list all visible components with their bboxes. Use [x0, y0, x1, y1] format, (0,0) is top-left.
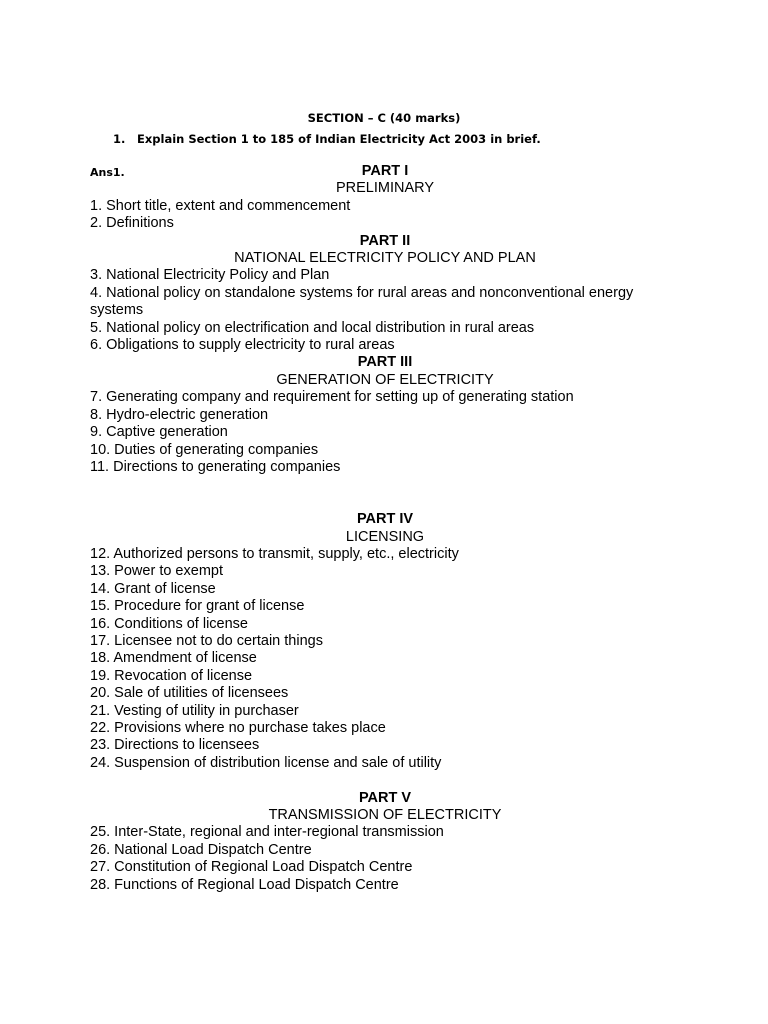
- part-title: PART II: [359, 232, 411, 249]
- section-item: 11. Directions to generating companies: [90, 458, 341, 475]
- section-item: 17. Licensee not to do certain things: [90, 632, 323, 649]
- section-item: 3. National Electricity Policy and Plan: [90, 267, 330, 284]
- part-subtitle: NATIONAL ELECTRICITY POLICY AND PLAN: [234, 250, 536, 267]
- act-contents: [90, 163, 680, 894]
- section-item: 25. Inter-State, regional and inter-regional transmission: [90, 824, 444, 841]
- part-block: [90, 354, 680, 476]
- part-title: PART IV: [356, 511, 414, 528]
- part-title: PART III: [357, 354, 413, 371]
- section-item: 24. Suspension of distribution license and sale of utility: [90, 754, 442, 771]
- part-subtitle: GENERATION OF ELECTRICITY: [276, 371, 494, 388]
- section-item: 13. Power to exempt: [90, 563, 223, 580]
- part-subtitle: LICENSING: [345, 528, 425, 545]
- section-item: 18. Amendment of license: [90, 650, 257, 667]
- part-subtitle: PRELIMINARY: [335, 180, 435, 197]
- section-item: 2. Definitions: [90, 215, 174, 232]
- section-item: 15. Procedure for grant of license: [90, 598, 305, 615]
- part-block: [90, 790, 680, 894]
- section-item: 21. Vesting of utility in purchaser: [90, 702, 299, 719]
- section-item: 4. National policy on standalone systems for rural areas and nonconventional energy systems: [90, 284, 634, 319]
- section-item: 8. Hydro-electric generation: [90, 406, 269, 423]
- section-item: 19. Revocation of license: [90, 667, 253, 684]
- section-item: 7. Generating company and requirement for setting up of generating station: [90, 389, 574, 406]
- section-item: 6. Obligations to supply electricity to rural areas: [90, 337, 395, 354]
- section-item: 20. Sale of utilities of licensees: [90, 685, 289, 702]
- section-item: 1. Short title, extent and commencement: [90, 197, 351, 214]
- section-item: 10. Duties of generating companies: [90, 441, 319, 458]
- answer-label: Ans1.: [90, 166, 125, 179]
- section-item: 22. Provisions where no purchase takes place: [90, 719, 386, 736]
- section-item: 27. Constitution of Regional Load Dispatch Centre: [90, 859, 413, 876]
- section-item: 23. Directions to licensees: [90, 737, 260, 754]
- section-item: 14. Grant of license: [90, 580, 216, 597]
- spacer: [90, 476, 680, 511]
- question-text: Explain Section 1 to 185 of Indian Electricity Act 2003 in brief.: [137, 132, 541, 146]
- section-item: 16. Conditions of license: [90, 615, 248, 632]
- part-title: PART V: [358, 789, 412, 806]
- part-subtitle: TRANSMISSION OF ELECTRICITY: [268, 807, 502, 823]
- section-item: 9. Captive generation: [90, 424, 228, 441]
- part-block: [90, 163, 680, 233]
- section-item: 5. National policy on electrification and local distribution in rural areas: [90, 319, 535, 336]
- part-title: PART I: [361, 163, 409, 179]
- section-item: 26. National Load Dispatch Centre: [90, 841, 312, 858]
- question: [113, 131, 541, 147]
- part-block: [90, 233, 680, 355]
- spacer: [90, 772, 680, 789]
- section-heading: SECTION – C (40 marks): [307, 111, 461, 125]
- section-item: 12. Authorized persons to transmit, supply, etc., electricity: [90, 545, 459, 562]
- question-number: 1.: [113, 132, 126, 146]
- section-item: 28. Functions of Regional Load Dispatch Centre: [90, 876, 399, 893]
- part-block: [90, 511, 680, 772]
